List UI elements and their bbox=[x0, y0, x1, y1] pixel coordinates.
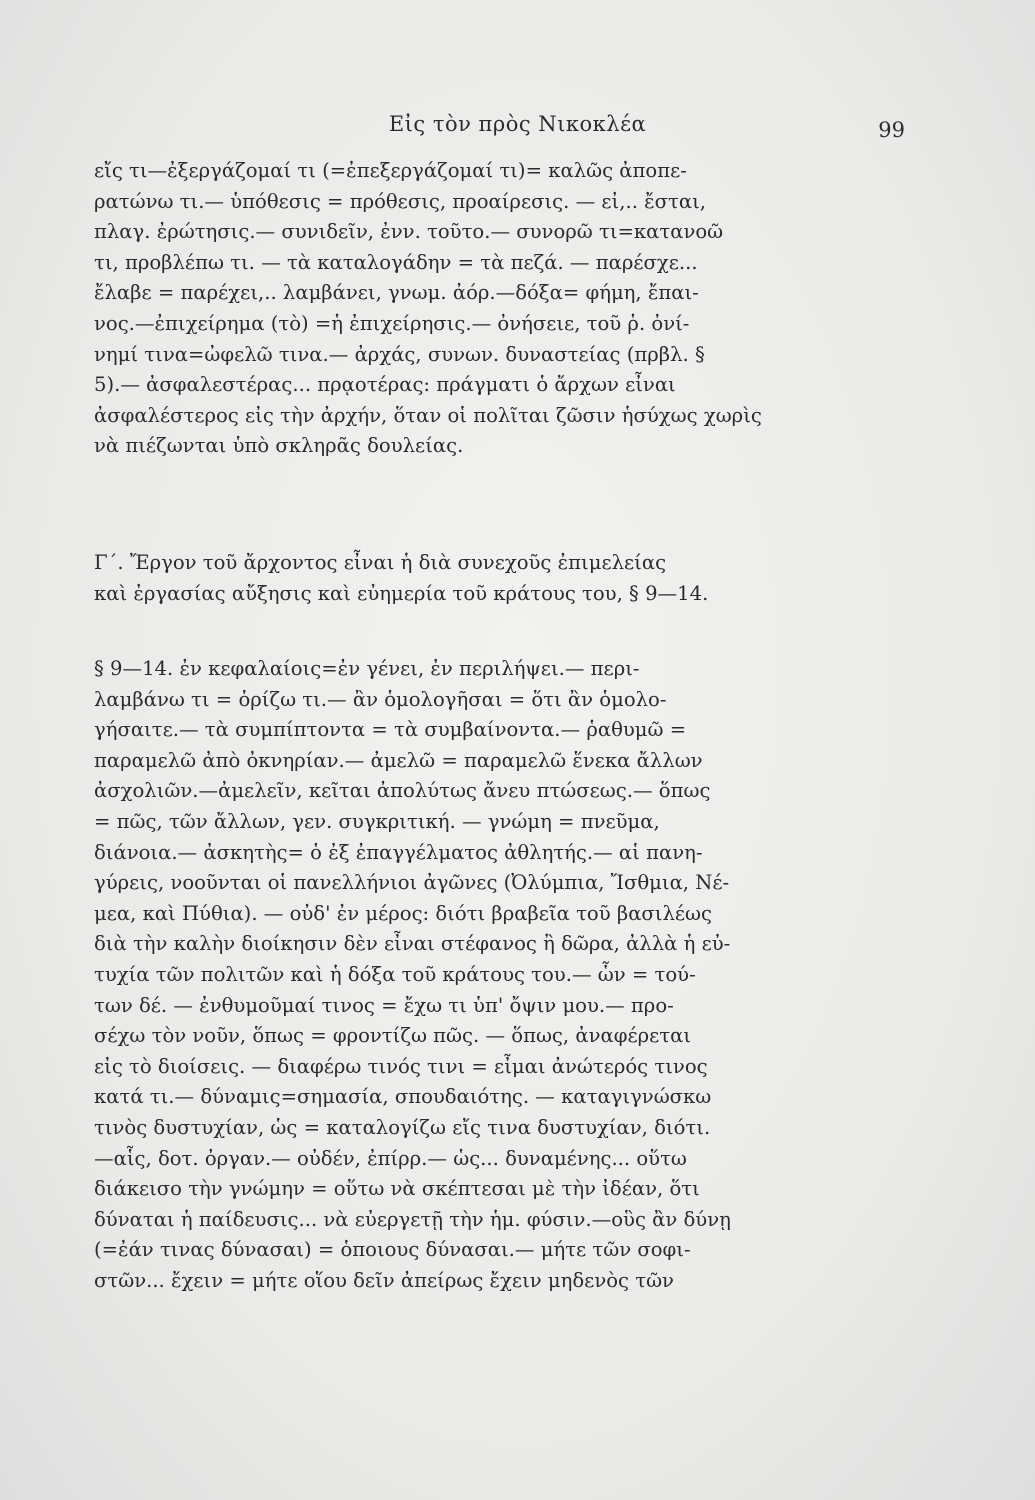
text-line: —αἷς, δοτ. ὀργαν.— οὐδέν, ἐπίρρ.— ὡς... δυναμένης... οὕτω bbox=[94, 1146, 687, 1170]
text-line: νὰ πιέζωνται ὑπὸ σκληρᾶς δουλείας. bbox=[94, 434, 464, 458]
text-line: δύναται ἡ παίδευσις... νὰ εὐεργετῇ τὴν ἡμ. φύσιν.—οὓς ἂν δύνῃ bbox=[94, 1207, 731, 1231]
text-line: διὰ τὴν καλὴν διοίκησιν δὲν εἶναι στέφανος ἢ δῶρα, ἀλλὰ ἡ εὐ- bbox=[94, 932, 731, 956]
text-line: γήσαιτε.— τὰ συμπίπτοντα = τὰ συμβαίνοντα.— ῥαθυμῶ = bbox=[94, 718, 687, 742]
text-line: ρατώνω τι.— ὑπόθεσις = πρόθεσις, προαίρεσις. — εἰ,.. ἔσται, bbox=[94, 189, 707, 213]
page-number: 99 bbox=[878, 118, 905, 142]
text-line: ἔλαβε = παρέχει,.. λαμβάνει, γνωμ. ἀόρ.—δόξα= φήμη, ἔπαι- bbox=[94, 281, 699, 305]
text-line: νος.—ἐπιχείρημα (τὸ) =ἡ ἐπιχείρησις.— ὀνήσειε, τοῦ ῥ. ὀνί- bbox=[94, 311, 690, 335]
text-line: γύρεις, νοοῦνται οἱ πανελλήνιοι ἀγῶνες (Ὀλύμπια, Ἴσθμια, Νέ- bbox=[94, 871, 730, 895]
text-line: ἀσχολιῶν.—ἀμελεῖν, κεῖται ἀπολύτως ἄνευ πτώσεως.— ὅπως bbox=[94, 779, 711, 803]
text-line: κατά τι.— δύναμις=σημασία, σπουδαιότης. — καταγιγνώσκω bbox=[94, 1085, 712, 1109]
text-line: στῶν... ἔχειν = μήτε οἵου δεῖν ἀπείρως ἔχειν μηδενὸς τῶν bbox=[94, 1268, 674, 1292]
text-line: (=ἐάν τινας δύνασαι) = ὁποιους δύνασαι.— μήτε τῶν σοφι- bbox=[94, 1238, 691, 1262]
text-line: παραμελῶ ἀπὸ ὀκνηρίαν.— ἀμελῶ = παραμελῶ ἕνεκα ἄλλων bbox=[94, 748, 703, 772]
text-line: διάκεισο τὴν γνώμην = οὕτω νὰ σκέπτεσαι μὲ τὴν ἰδέαν, ὅτι bbox=[94, 1177, 700, 1201]
paragraph-section-heading bbox=[94, 548, 904, 609]
text-line: § 9—14. ἐν κεφαλαίοις=ἐν γένει, ἐν περιλήψει.— περι- bbox=[94, 657, 640, 680]
running-header: Εἰς τὸν πρὸς Νικοκλέα bbox=[388, 112, 647, 136]
text-line: διάνοια.— ἀσκητὴς= ὁ ἐξ ἐπαγγέλματος ἀθλητής.— αἱ πανη- bbox=[94, 840, 703, 864]
text-line: εἰς τὸ διοίσεις. — διαφέρω τινός τινι = εἶμαι ἀνώτερός τινος bbox=[94, 1054, 708, 1078]
paragraph-glossary-1 bbox=[94, 156, 904, 462]
text-line: μεα, καὶ Πύθια). — οὐδ' ἐν μέρος: διότι βραβεῖα τοῦ βασιλέως bbox=[94, 901, 713, 925]
text-line: εἴς τι—ἐξεργάζομαί τι (=ἐπεξεργάζομαί τι)= καλῶς ἀποπε- bbox=[94, 159, 687, 182]
paragraph-glossary-2 bbox=[94, 654, 904, 1296]
text-line: Γ΄. Ἔργον τοῦ ἄρχοντος εἶναι ἡ διὰ συνεχοῦς ἐπιμελείας bbox=[94, 551, 667, 574]
text-line: τι, προβλέπω τι. — τὰ καταλογάδην = τὰ πεζά. — παρέσχε... bbox=[94, 250, 698, 274]
text-line: λαμβάνω τι = ὁρίζω τι.— ἂν ὁμολογῆσαι = ὅτι ἂν ὁμολο- bbox=[94, 687, 667, 711]
text-line: τινὸς δυστυχίαν, ὡς = καταλογίζω εἴς τινα δυστυχίαν, διότι. bbox=[94, 1115, 711, 1139]
text-line: τυχία τῶν πολιτῶν καὶ ἡ δόξα τοῦ κράτους του.— ὧν = τού- bbox=[94, 962, 696, 986]
text-line: σέχω τὸν νοῦν, ὅπως = φροντίζω πῶς. — ὅπως, ἀναφέρεται bbox=[94, 1024, 692, 1048]
text-line: νημί τινα=ὠφελῶ τινα.— ἀρχάς, συνων. δυναστείας (πρβλ. § bbox=[94, 342, 705, 366]
text-line: πλαγ. ἐρώτησις.— συνιδεῖν, ἐνν. τοῦτο.— συνορῶ τι=κατανοῶ bbox=[94, 220, 724, 244]
text-line: = πῶς, τῶν ἄλλων, γεν. συγκριτική. — γνώμη = πνεῦμα, bbox=[94, 809, 660, 833]
text-line: ἀσφαλέστερος εἰς τὴν ἀρχήν, ὅταν οἱ πολῖται ζῶσιν ἡσύχως χωρὶς bbox=[94, 403, 762, 427]
text-line: των δέ. — ἐνθυμοῦμαί τινος = ἔχω τι ὑπ' ὄψιν μου.— προ- bbox=[94, 993, 674, 1017]
text-line: 5).— ἀσφαλεστέρας... πρᾳοτέρας: πράγματι ὁ ἄρχων εἶναι bbox=[94, 373, 676, 397]
text-line: καὶ ἐργασίας αὔξησις καὶ εὐημερία τοῦ κράτους του, § 9—14. bbox=[94, 581, 709, 605]
